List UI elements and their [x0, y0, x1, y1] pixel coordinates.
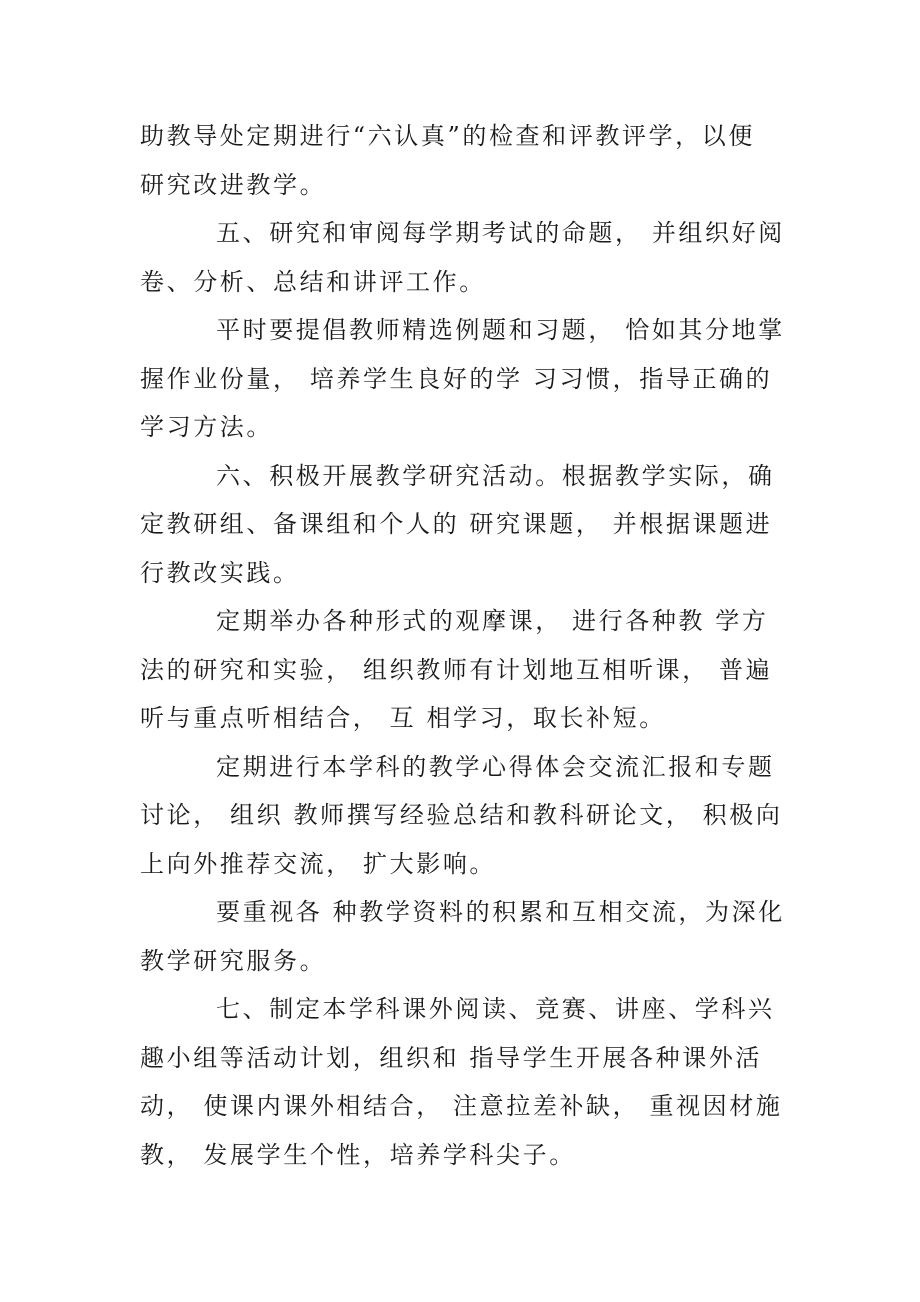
document-body: [140, 112, 790, 1179]
paragraph: 助教导处定期进行“六认真”的检查和评教评学，以便 研究改进教学。: [140, 122, 766, 199]
paragraph: 平时要提倡教师精选例题和习题， 恰如其分地掌握作业份量， 培养学生良好的学 习习惯，指导正确的学习方法。: [140, 316, 785, 441]
paragraph: 五、研究和审阅每学期考试的命题， 并组织好阅卷、分析、总结和讲评工作。: [140, 219, 785, 296]
paragraph: 要重视各 种教学资料的积累和互相交流，为深化教学研究服务。: [140, 898, 785, 975]
paragraph: 定期进行本学科的教学心得体会交流汇报和专题讨论， 组织 教师撰写经验总结和教科研论文， 积极向上向外推荐交流， 扩大影响。: [140, 752, 783, 878]
paragraph: 定期举办各种形式的观摩课， 进行各种教 学方法的研究和实验， 组织教师有计划地互相听课， 普遍听与重点听相结合， 互 相学习，取长补短。: [140, 607, 773, 732]
paragraph: 七、制定本学科课外阅读、竞赛、讲座、学科兴趣小组等活动计划，组织和 指导学生开展各种课外活动， 使课内课外相结合， 注意拉差补缺， 重视因材施教， 发展学生个性，培养学科尖子。: [140, 995, 783, 1169]
paragraph: 六、积极开展教学研究活动。根据教学实际，确定教研组、备课组和个人的 研究课题， 并根据课题进行教改实践。: [140, 461, 775, 587]
